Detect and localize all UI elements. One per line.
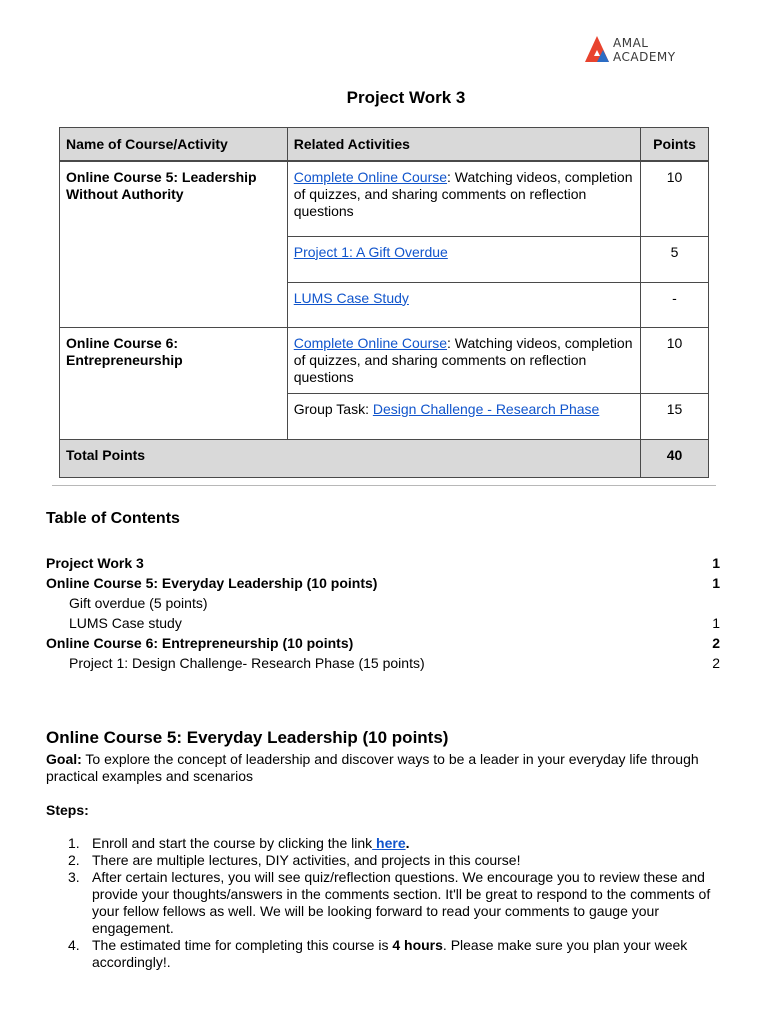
list-item [46,869,726,937]
design-challenge-link[interactable]: Design Challenge - Research Phase [372,400,600,417]
total-points: 40 [641,439,709,477]
table-header-row [60,128,709,162]
activity-cell [287,393,640,439]
activity-description: : Watching videos, completion of quizzes, and sharing comments on reflection questions [293,169,633,219]
step-text: After certain lectures, you will see quiz/reflection questions. We encourage you to review these and provide your thoughts/answers in the comments section. It'll be great to respond to the comments of your fellow fellows as well. We will be looking forward to read your comments to gauge your engagement. [92,869,711,936]
project-gift-overdue-link[interactable]: Project 1: A Gift Overdue [293,243,448,260]
steps-label: Steps: [46,802,89,818]
logo-line-1: AMAL [613,36,649,50]
goal-text: To explore the concept of leadership and discover ways to be a leader in your everyday life through practical examples and scenarios [46,751,699,784]
points-cell: 5 [641,236,709,282]
activity-cell [287,236,640,282]
step-number: 2. [68,852,80,868]
toc-entry-text: Online Course 5: Everyday Leadership (10 points) [46,575,378,591]
complete-online-course-link[interactable]: Complete Online Course [293,334,448,351]
steps-list [46,835,726,971]
toc-entry-page: 1 [712,615,720,631]
step-text-end: . [405,835,410,851]
header-activities: Related Activities [287,128,640,162]
step-text: There are multiple lectures, DIY activities, and projects in this course! [92,852,521,868]
toc-entry[interactable] [46,575,720,595]
points-cell: 15 [641,393,709,439]
header-name: Name of Course/Activity [60,128,288,162]
step-text-end: . Please make sure you plan your week accordingly!. [92,937,688,970]
toc-entry-text: Project Work 3 [46,555,144,571]
list-item [46,835,726,852]
toc-title: Table of Contents [46,510,180,527]
activity-description: : Watching videos, completion of quizzes, and sharing comments on reflection questions [293,334,633,385]
section-heading: Online Course 5: Everyday Leadership (10 points) [46,728,449,747]
toc-entry-text: Project 1: Design Challenge- Research Phase (15 points) [69,655,425,671]
horizontal-divider [52,485,716,486]
estimated-hours: 4 hours [392,937,443,953]
points-cell: - [641,282,709,327]
step-number: 1. [68,835,80,851]
toc-entry-page: 1 [712,575,720,591]
toc-entry[interactable] [46,555,720,575]
toc-entry-page: 2 [712,655,720,671]
total-row [60,439,709,477]
goal-label: Goal: [46,751,82,767]
goal-paragraph [46,751,726,785]
points-cell: 10 [641,161,709,236]
header-points: Points [641,128,709,162]
toc-entry[interactable] [46,615,720,635]
enroll-here-link[interactable]: here [372,835,406,851]
course-6-name: Online Course 6: Entrepreneurship [60,327,288,439]
toc-entry-text: Gift overdue (5 points) [69,595,208,611]
group-task-prefix: Group Task: [293,400,373,417]
toc-entry-text: Online Course 6: Entrepreneurship (10 points) [46,635,354,651]
lums-case-study-link[interactable]: LUMS Case Study [293,289,409,306]
toc-entry[interactable] [46,635,720,655]
activity-cell [287,161,640,236]
toc-entry-page: 1 [712,555,720,571]
logo-mark-icon [585,36,611,64]
step-number: 4. [68,937,80,953]
list-item [46,852,726,869]
list-item [46,937,726,971]
toc-entry-page: 2 [712,635,720,651]
step-text: The estimated time for completing this course is [92,937,393,953]
complete-online-course-link[interactable]: Complete Online Course [293,169,448,185]
toc-entry[interactable] [46,595,720,615]
course-5-name: Online Course 5: Leadership Without Authority [60,161,288,327]
amal-academy-logo [585,36,675,66]
step-number: 3. [68,869,80,885]
document-title: Project Work 3 [346,88,466,107]
points-cell: 10 [641,327,709,393]
activity-cell [287,282,640,327]
toc-entry-text: LUMS Case study [69,615,182,631]
logo-text [613,36,676,64]
project-work-table [59,127,709,478]
toc-entry[interactable] [46,655,720,675]
table-row [60,327,709,393]
logo-line-2: ACADEMY [613,50,676,64]
total-label: Total Points [60,439,641,477]
activity-cell [287,327,640,393]
table-row [60,161,709,236]
step-text: Enroll and start the course by clicking the link [92,835,373,851]
table-of-contents [46,555,720,675]
